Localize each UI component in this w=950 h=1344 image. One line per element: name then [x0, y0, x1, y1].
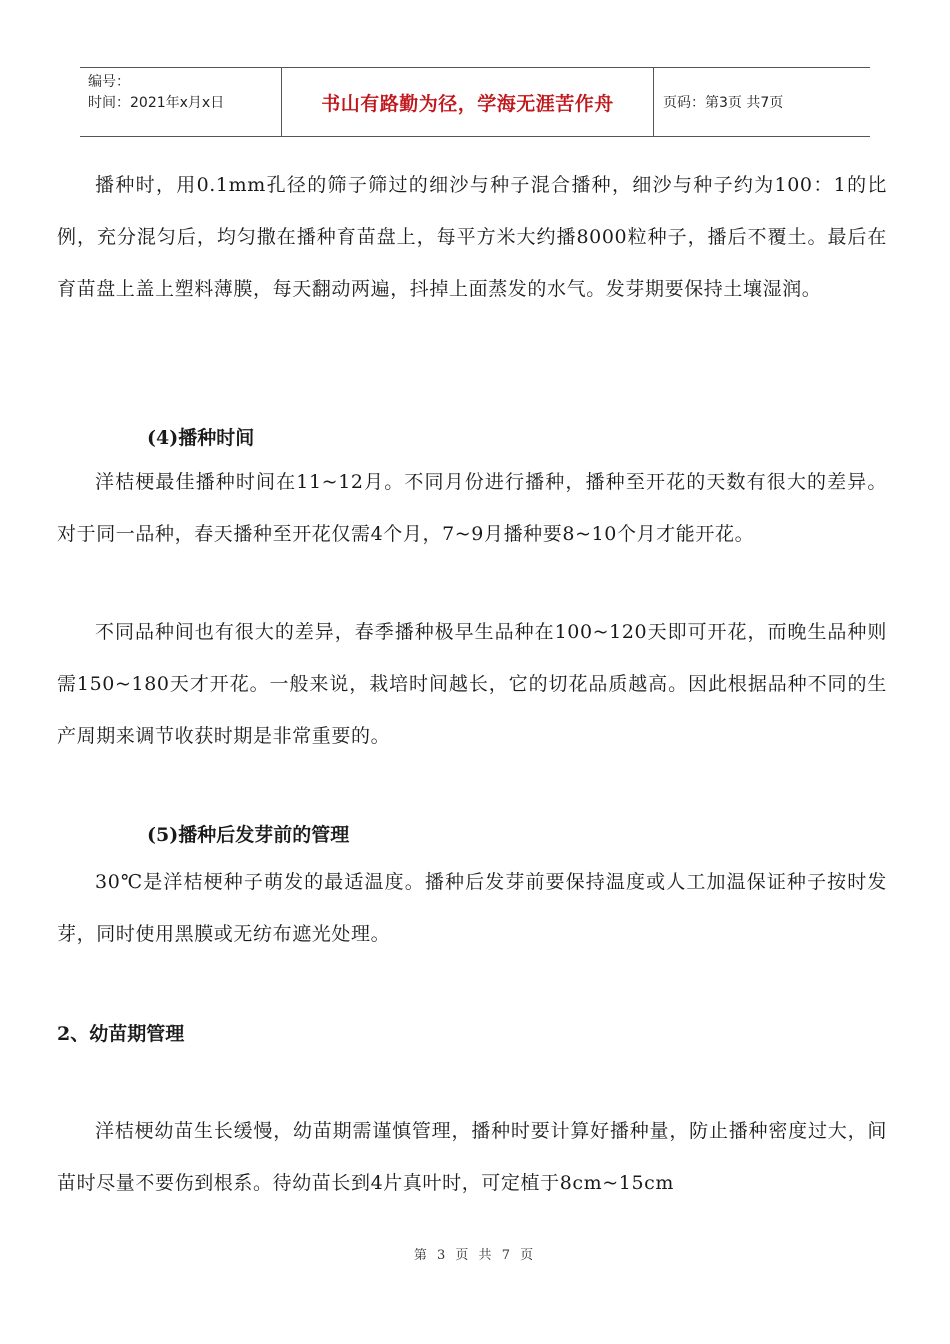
page-header [80, 67, 870, 137]
heading-sowing-time: (4)播种时间 [147, 427, 255, 449]
paragraph-variety-differences: 不同品种间也有很大的差异，春季播种极早生品种在100~120天即可开花，而晚生品种则需150~180天才开花。一般来说，栽培时间越长，它的切花品质越高。因此根据品种不同的生产周期来调节收获时期是非常重要的。 [57, 621, 887, 747]
paragraph-seedling-care: 洋桔梗幼苗生长缓慢，幼苗期需谨慎管理，播种时要计算好播种量，防止播种密度过大，间苗时尽量不要伤到根系。待幼苗长到4片真叶时，可定植于8cm~15cm [57, 1120, 887, 1194]
paragraph-sowing-method: 播种时，用0.1mm孔径的筛子筛过的细沙与种子混合播种，细沙与种子约为100：1的比例，充分混匀后，均匀撒在播种育苗盘上，每平方米大约播8000粒种子，播后不覆土。最后在育苗盘上盖上塑料薄膜，每天翻动两遍，抖掉上面蒸发的水气。发芽期要保持土壤湿润。 [57, 174, 887, 300]
section-seedling-management: 2、幼苗期管理 [57, 1023, 185, 1045]
header-meta-cell [80, 68, 282, 136]
header-page-info: 页码：第3页 共7页 [663, 95, 784, 111]
header-motto: 书山有路勤为径，学海无涯苦作舟 [282, 68, 654, 136]
document-number-label: 编号： [88, 74, 130, 90]
document-time-label: 时间：2021年x月x日 [88, 95, 225, 111]
paragraph-germination-temperature: 30℃是洋桔梗种子萌发的最适温度。播种后发芽前要保持温度或人工加温保证种子按时发芽，同时使用黑膜或无纺布遮光处理。 [57, 871, 887, 945]
page-footer: 第 3 页 共 7 页 [413, 1248, 537, 1263]
heading-pre-germination: (5)播种后发芽前的管理 [147, 824, 350, 846]
paragraph-sowing-time: 洋桔梗最佳播种时间在11~12月。不同月份进行播种，播种至开花的天数有很大的差异。对于同一品种，春天播种至开花仅需4个月，7~9月播种要8~10个月才能开花。 [57, 471, 887, 545]
